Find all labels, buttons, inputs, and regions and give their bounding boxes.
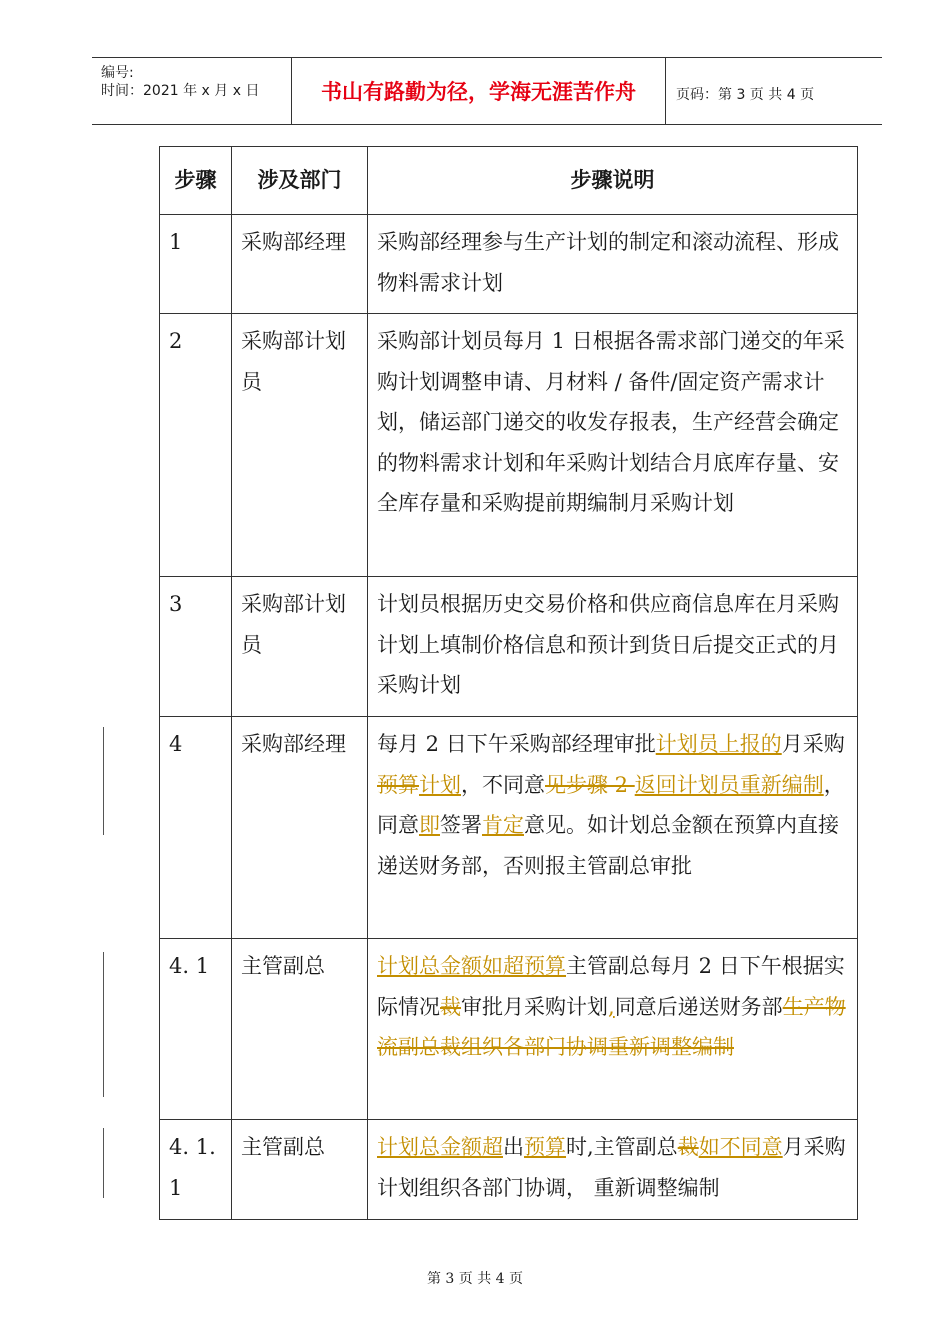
inserted-text: 返回计划员重新编制 <box>634 772 824 797</box>
process-steps-table <box>159 146 858 1220</box>
table-row <box>160 717 858 939</box>
step-dept: 采购部经理 <box>232 717 368 939</box>
table-header-row <box>160 147 858 215</box>
desc-text: 每月 2 日下午采购部经理审批 <box>377 732 656 756</box>
deleted-text: 见步骤 2 <box>545 772 635 797</box>
step-number: 4. 1. 1 <box>160 1120 232 1220</box>
desc-text: 月采购计划组织各部门协调， 重新调整编制 <box>377 1135 846 1200</box>
header-meta <box>92 58 292 124</box>
header-step: 步骤 <box>160 147 232 215</box>
step-desc <box>368 717 858 939</box>
step-desc: 计划员根据历史交易价格和供应商信息库在月采购计划上填制价格信息和预计到货日后提交正式的月采购计划 <box>368 577 858 717</box>
inserted-text: 计划 <box>419 772 461 797</box>
step-dept: 采购部计划员 <box>232 314 368 577</box>
inserted-text: , <box>608 994 615 1019</box>
step-desc <box>368 939 858 1120</box>
inserted-text: 计划总金额超 <box>377 1135 503 1159</box>
header-dept: 涉及部门 <box>232 147 368 215</box>
doc-time-label: 时间：2021 年 x 月 x 日 <box>101 83 260 99</box>
step-number: 3 <box>160 577 232 717</box>
desc-text: 主管副总每月 2 日下午根据实际情况 <box>377 954 845 1019</box>
desc-text: 出 <box>503 1135 524 1159</box>
header-motto: 书山有路勤为径，学海无涯苦作舟 <box>292 58 666 124</box>
page-header <box>92 57 882 125</box>
header-page-info: 页码：第 3 页 共 4 页 <box>676 87 815 103</box>
inserted-text: 计划总金额如超预算 <box>377 954 566 978</box>
step-dept: 主管副总 <box>232 1120 368 1220</box>
step-dept: 采购部经理 <box>232 215 368 314</box>
table-row <box>160 1120 858 1220</box>
table-row <box>160 215 858 314</box>
inserted-text: 计划员上报的 <box>655 732 782 756</box>
inserted-text: 预算 <box>524 1135 566 1159</box>
revision-bar <box>103 1128 104 1198</box>
desc-text: 签署 <box>440 813 482 837</box>
step-number: 1 <box>160 215 232 314</box>
step-number: 4 <box>160 717 232 939</box>
desc-text: 月采购 <box>781 732 845 756</box>
page-footer: 第 3 页 共 4 页 <box>426 1271 524 1287</box>
header-desc: 步骤说明 <box>368 147 858 215</box>
step-number: 4. 1 <box>160 939 232 1120</box>
desc-text: 同意后递送财务部 <box>614 994 783 1019</box>
deleted-text: 预算 <box>377 772 419 797</box>
step-desc: 采购部计划员每月 1 日根据各需求部门递交的年采购计划调整申请、月材料 / 备件/固定资产需求计划，储运部门递交的收发存报表，生产经营会确定的物料需求计划和年采购计划结合月底库存量、安全库存量和采购提前期编制月采购计划 <box>368 314 858 577</box>
desc-text: ，同意 <box>377 772 845 837</box>
step-number: 2 <box>160 314 232 577</box>
step-desc: 采购部经理参与生产计划的制定和滚动流程、形成物料需求计划 <box>368 215 858 314</box>
inserted-text: 如不同意 <box>698 1135 783 1159</box>
deleted-text: 生产物流副总裁组织各部门协调重新调整编制 <box>377 994 846 1059</box>
inserted-text: 肯定 <box>482 813 524 837</box>
desc-text: 意见。如计划总金额在预算内直接递送财务部，否则报主管副总审批 <box>377 813 839 878</box>
step-desc <box>368 1120 858 1220</box>
revision-bar <box>103 727 104 835</box>
table-row <box>160 314 858 577</box>
deleted-text: 裁 <box>440 994 461 1019</box>
step-dept: 主管副总 <box>232 939 368 1120</box>
desc-text: 审批月采购计划 <box>461 994 608 1019</box>
inserted-text: 即 <box>419 813 440 837</box>
desc-text: ，不同意 <box>461 772 545 797</box>
table-row <box>160 577 858 717</box>
revision-bar <box>103 952 104 1097</box>
step-dept: 采购部计划员 <box>232 577 368 717</box>
doc-number-label: 编号: <box>101 65 134 81</box>
deleted-text: 裁 <box>677 1135 699 1159</box>
table-row <box>160 939 858 1120</box>
desc-text: 时,主管副总 <box>566 1135 678 1159</box>
